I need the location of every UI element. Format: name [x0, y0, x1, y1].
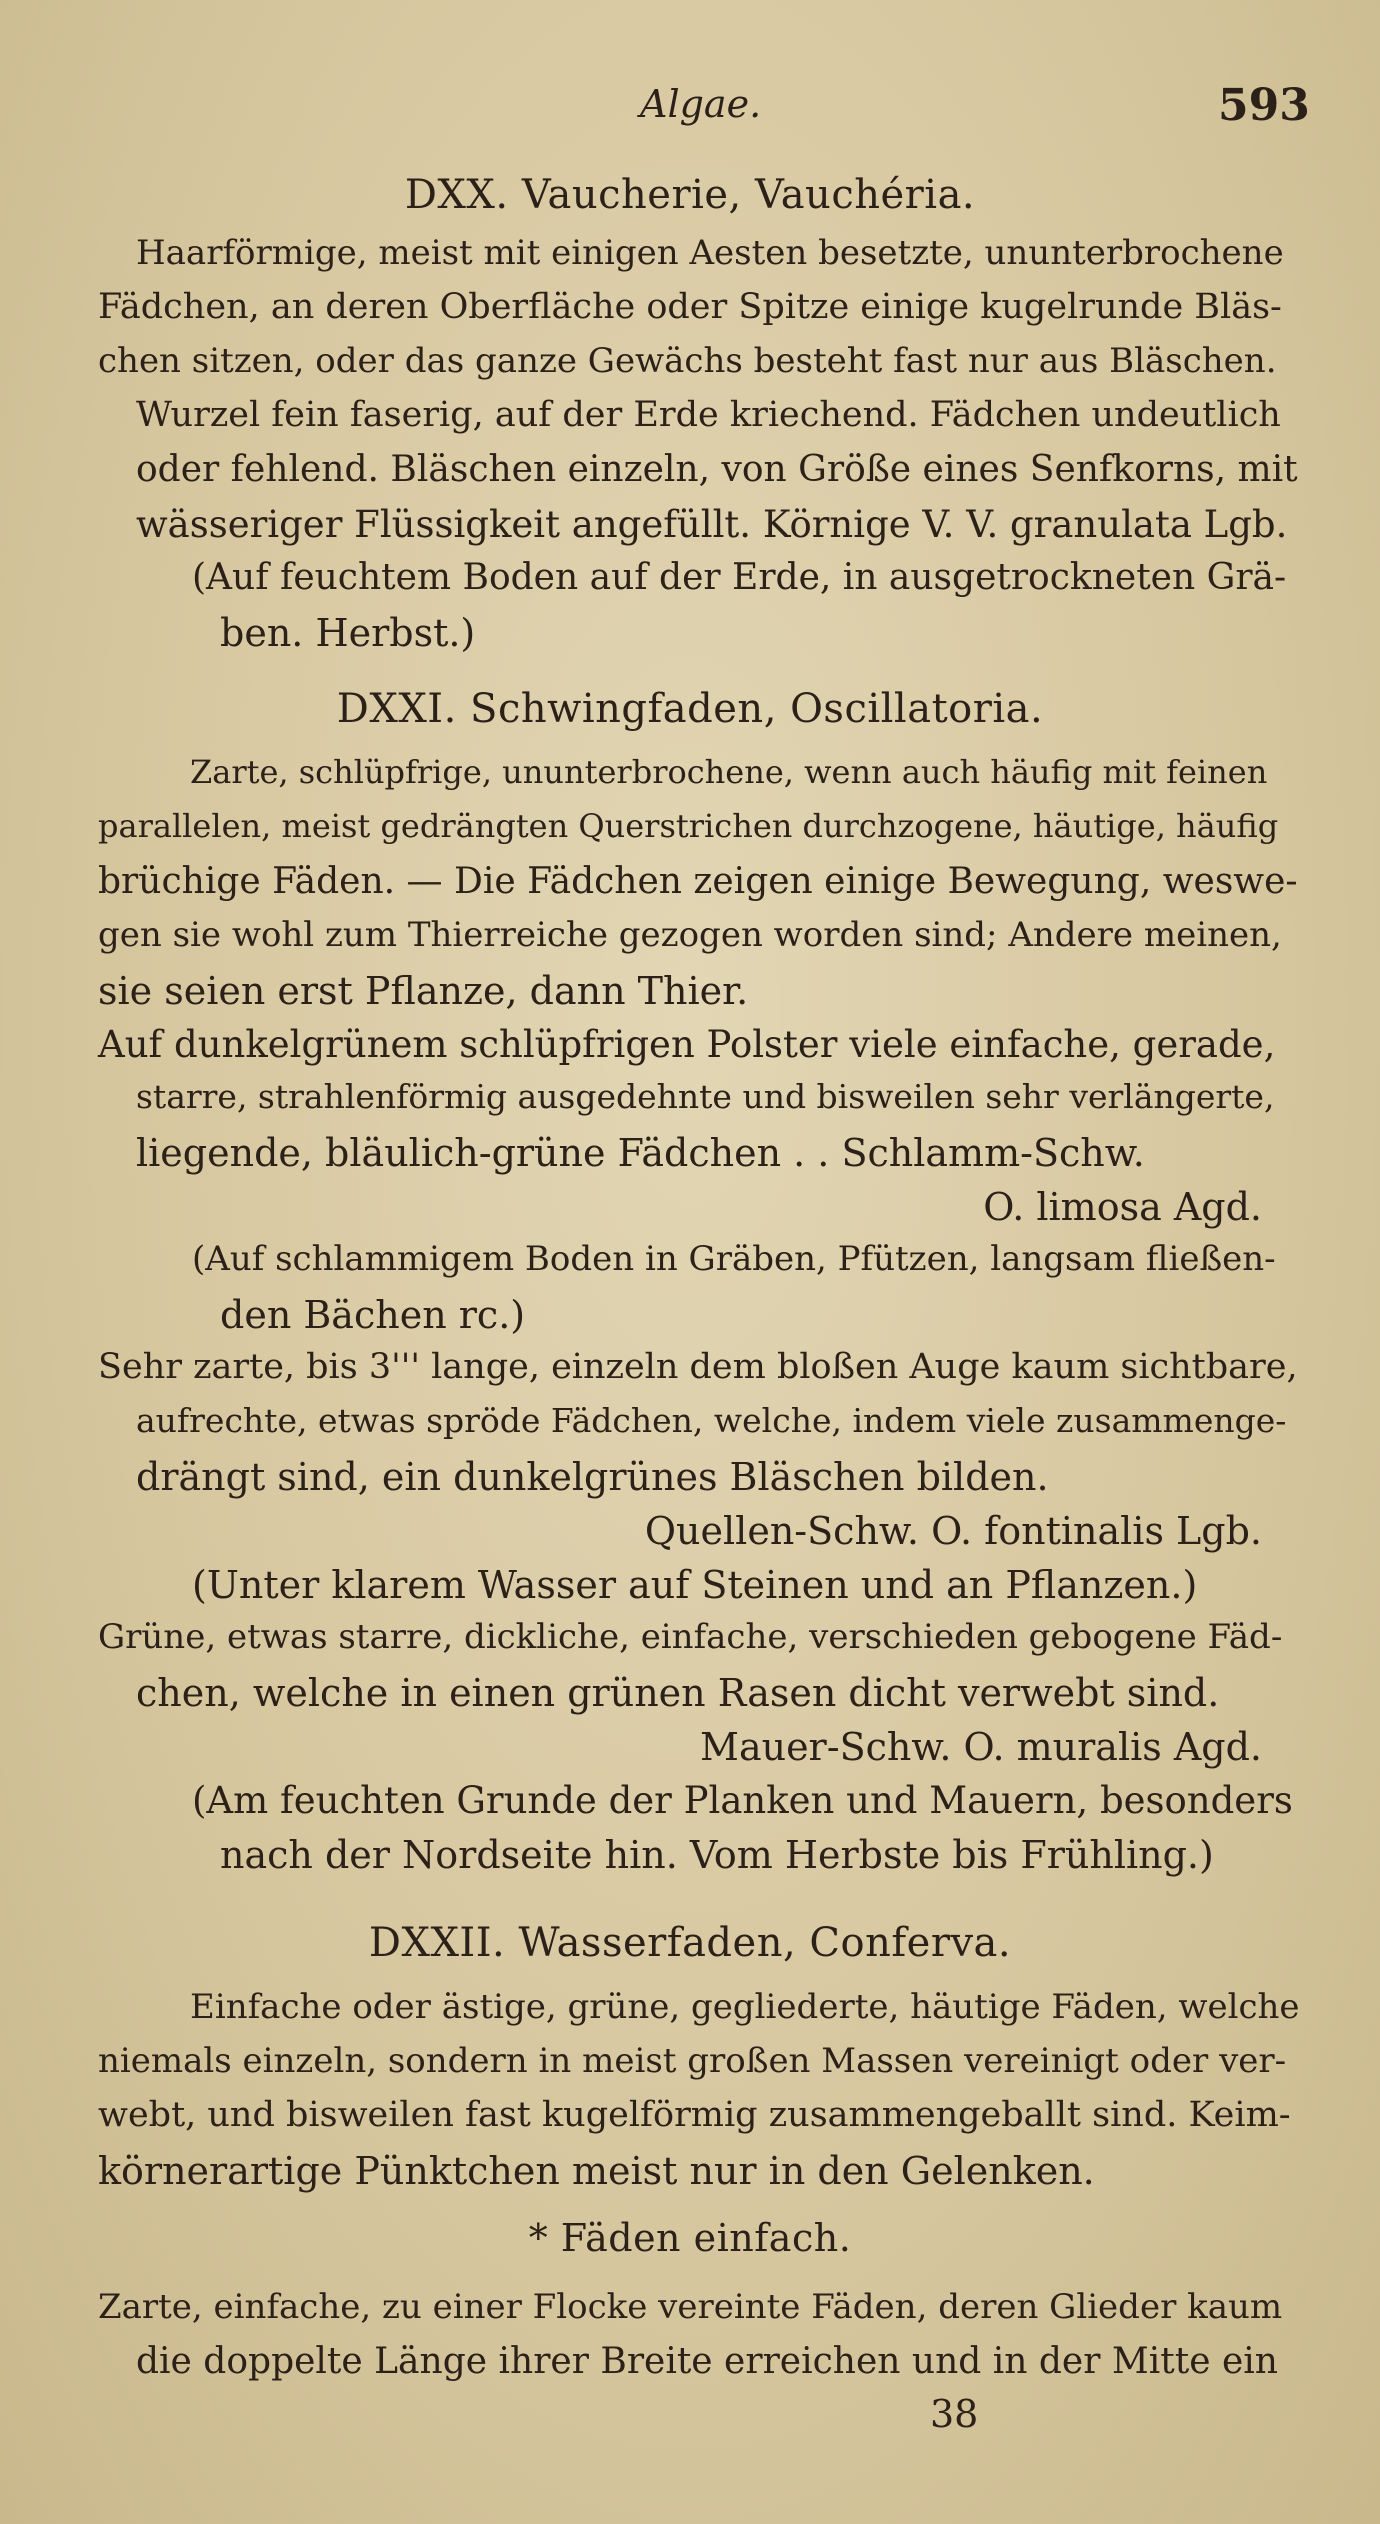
text-line: nach der Nordseite hin. Vom Herbste bis Frühling.): [220, 1833, 1214, 1877]
text-line: den Bächen rc.): [220, 1293, 526, 1337]
species-name: O. limosa Agd.: [983, 1185, 1262, 1229]
text-line: gen sie wohl zum Thierreiche gezogen worden sind; Andere meinen,: [98, 915, 1282, 955]
text-line: (Unter klarem Wasser auf Steinen und an Pflanzen.): [192, 1563, 1198, 1607]
text-line: starre, strahlenförmig ausgedehnte und bisweilen sehr verlängerte,: [136, 1077, 1275, 1116]
text-line: körnerartige Pünktchen meist nur in den Gelenken.: [98, 2149, 1095, 2193]
text-line: (Auf schlammigem Boden in Gräben, Pfützen, langsam fließen-: [192, 1239, 1276, 1279]
text-line: Sehr zarte, bis 3''' lange, einzeln dem bloßen Auge kaum sichtbare,: [98, 1347, 1298, 1387]
section-heading: DXXII. Wasserfaden, Conferva.: [368, 1920, 1012, 1966]
text-line: niemals einzeln, sondern in meist großen Massen vereinigt oder ver-: [98, 2041, 1287, 2081]
text-line: ben. Herbst.): [220, 611, 476, 655]
text-line: drängt sind, ein dunkelgrünes Bläschen bilden.: [136, 1455, 1049, 1499]
text-line: wässeriger Flüssigkeit angefüllt. Körnige V. V. granulata Lgb.: [136, 503, 1288, 546]
subsection-heading: * Fäden einfach.: [528, 2216, 852, 2260]
text-line: Auf dunkelgrünem schlüpfrigen Polster viele einfache, gerade,: [98, 1023, 1276, 1066]
text-line: chen, welche in einen grünen Rasen dicht verwebt sind.: [136, 1671, 1220, 1715]
section-heading: DXX. Vaucherie, Vauchéria.: [404, 172, 976, 218]
text-line: Grüne, etwas starre, dickliche, einfache, verschieden gebogene Fäd-: [98, 1617, 1283, 1657]
section-heading: DXXI. Schwingfaden, Oscillatoria.: [336, 686, 1044, 732]
page-number: 593: [1218, 80, 1310, 131]
text-line: parallelen, meist gedrängten Querstrichen durchzogene, häutige, häufig: [98, 807, 1279, 845]
text-line: die doppelte Länge ihrer Breite erreichen und in der Mitte ein: [136, 2341, 1278, 2382]
signature-mark: 38: [930, 2392, 979, 2436]
text-line: (Auf feuchtem Boden auf der Erde, in ausgetrockneten Grä-: [192, 557, 1287, 598]
running-title: Algae.: [640, 82, 762, 126]
text-line: aufrechte, etwas spröde Fädchen, welche, indem viele zusammenge-: [136, 1401, 1287, 1440]
text-line: Einfache oder ästige, grüne, gegliederte, häutige Fäden, welche: [190, 1987, 1300, 2027]
species-name: Mauer-Schw. O. muralis Agd.: [700, 1725, 1262, 1769]
species-name: Quellen-Schw. O. fontinalis Lgb.: [644, 1509, 1262, 1553]
text-line: brüchige Fäden. — Die Fädchen zeigen einige Bewegung, weswe-: [98, 861, 1298, 902]
text-line: oder fehlend. Bläschen einzeln, von Größe eines Senfkorns, mit: [136, 449, 1298, 490]
text-line: sie seien erst Pflanze, dann Thier.: [98, 969, 749, 1013]
text-line: liegende, bläulich-grüne Fädchen . . Schlamm-Schw.: [136, 1131, 1145, 1175]
text-line: Zarte, schlüpfrige, ununterbrochene, wenn auch häufig mit feinen: [190, 753, 1268, 791]
text-line: Zarte, einfache, zu einer Flocke vereinte Fäden, deren Glieder kaum: [98, 2287, 1283, 2327]
text-line: (Am feuchten Grunde der Planken und Mauern, besonders: [192, 1779, 1293, 1822]
text-line: Fädchen, an deren Oberfläche oder Spitze einige kugelrunde Bläs-: [98, 287, 1282, 327]
text-line: Wurzel fein faserig, auf der Erde kriechend. Fädchen undeutlich: [136, 395, 1281, 435]
text-line: Haarförmige, meist mit einigen Aesten besetzte, ununterbrochene: [136, 233, 1284, 273]
text-line: chen sitzen, oder das ganze Gewächs besteht fast nur aus Bläschen.: [98, 341, 1277, 381]
text-line: webt, und bisweilen fast kugelförmig zusammengeballt sind. Keim-: [98, 2095, 1291, 2135]
